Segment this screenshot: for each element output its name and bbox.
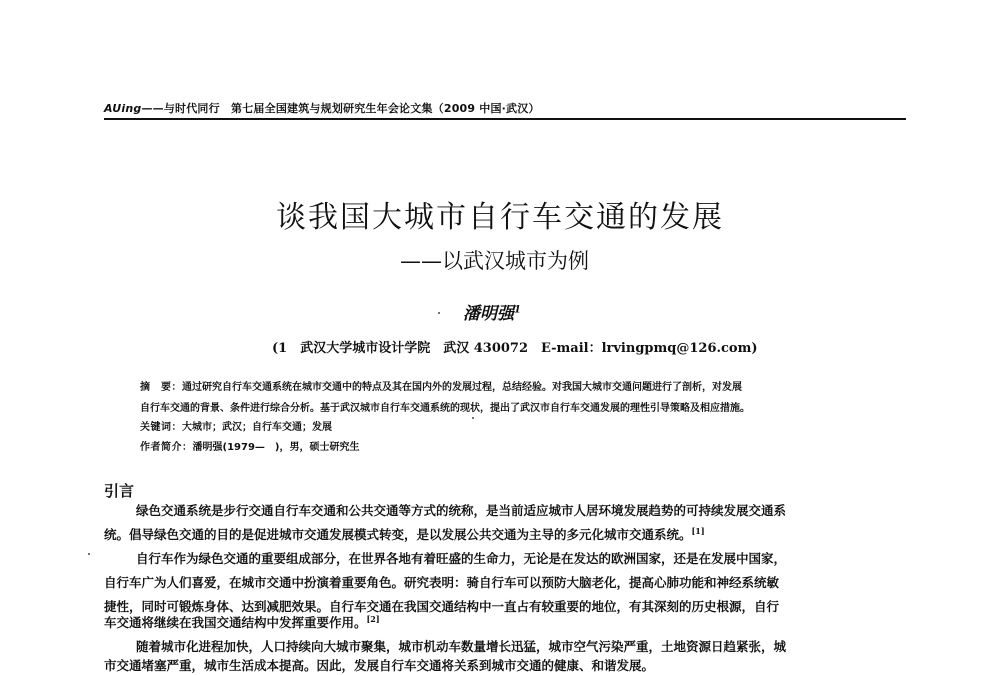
- header-text: ——与时代同行 第七届全国建筑与规划研究生年会论文集（2009 中国·武汉）: [141, 102, 540, 115]
- paragraph-2-line-4-text: 车交通将继续在我国交通结构中发挥重要作用。: [104, 615, 367, 630]
- paragraph-1-line-2-text: 统。倡导绿色交通的目的是促进城市交通发展模式转变，是以发展公共交通为主导的多元化城市交通系统。: [104, 527, 692, 542]
- paragraph-2-line-4: [104, 613, 900, 631]
- paragraph-3-line-1: 随着城市化进程加快，人口持续向大城市聚集，城市机动车数量增长迅猛，城市空气污染严重，土地资源日趋紧张，城: [136, 639, 787, 654]
- scan-speck: [472, 417, 474, 419]
- abstract-line-1: [140, 378, 742, 393]
- affiliation: (1 武汉大学城市设计学院 武汉 430072 E-mail：lrvingpmq@126.com): [272, 341, 758, 356]
- keywords-text: 大城市；武汉；自行车交通；发展: [182, 422, 332, 433]
- bio-label: 作者简介：: [140, 442, 193, 453]
- author-bio: [140, 438, 359, 453]
- paragraph-1-line-2: [104, 525, 900, 543]
- citation-1: [1]: [691, 525, 705, 536]
- abstract-text-2: 自行车交通的背景、条件进行综合分析。基于武汉城市自行车交通系统的现状，提出了武汉市自行车交通发展的理性引导策略及相应措施。: [140, 403, 750, 414]
- paper-subtitle: ——以武汉城市为例: [400, 249, 589, 273]
- abstract-text-1: 通过研究自行车交通系统在城市交通中的特点及其在国内外的发展过程，总结经验。对我国大城市交通问题进行了剖析，对发展: [182, 382, 742, 393]
- author-affil-mark: 1: [514, 304, 521, 316]
- abstract-line-2: [140, 399, 750, 414]
- paragraph-1-line-1: 绿色交通系统是步行交通自行车交通和公共交通等方式的统称，是当前适应城市人居环境发展趋势的可持续发展交通系: [136, 503, 787, 518]
- author-name-text: 潘明强: [463, 304, 514, 324]
- scan-speck: [438, 312, 440, 314]
- citation-2: [2]: [366, 613, 380, 624]
- abstract-label: 摘 要：: [140, 382, 182, 393]
- paragraph-2-line-2: 自行车广为人们喜爱，在城市交通中扮演着重要角色。研究表明：骑自行车可以预防大脑老化，提高心肺功能和神经系统敏: [104, 575, 780, 590]
- bio-text: 潘明强(1979— )，男，硕士研究生: [192, 442, 360, 453]
- scan-speck: [88, 553, 90, 555]
- keywords-label: 关键词：: [140, 422, 182, 433]
- author-name: [463, 299, 521, 324]
- paper-title: 谈我国大城市自行车交通的发展: [276, 200, 724, 235]
- keywords: [140, 418, 332, 433]
- paragraph-2-line-3: 捷性，同时可锻炼身体、达到减肥效果。自行车交通在我国交通结构中一直占有较重要的地位，有其深刻的历史根源，自行: [104, 599, 780, 614]
- running-header: [104, 100, 540, 116]
- header-brand: AUing: [104, 102, 142, 115]
- section-heading: 引言: [104, 482, 135, 500]
- paragraph-2-line-1: 自行车作为绿色交通的重要组成部分，在世界各地有着旺盛的生命力，无论是在发达的欧洲国家，还是在发展中国家，: [136, 551, 787, 566]
- header-rule: [104, 118, 906, 120]
- paragraph-3-line-2: 市交通堵塞严重，城市生活成本提高。因此，发展自行车交通将关系到城市交通的健康、和谐发展。: [104, 658, 655, 673]
